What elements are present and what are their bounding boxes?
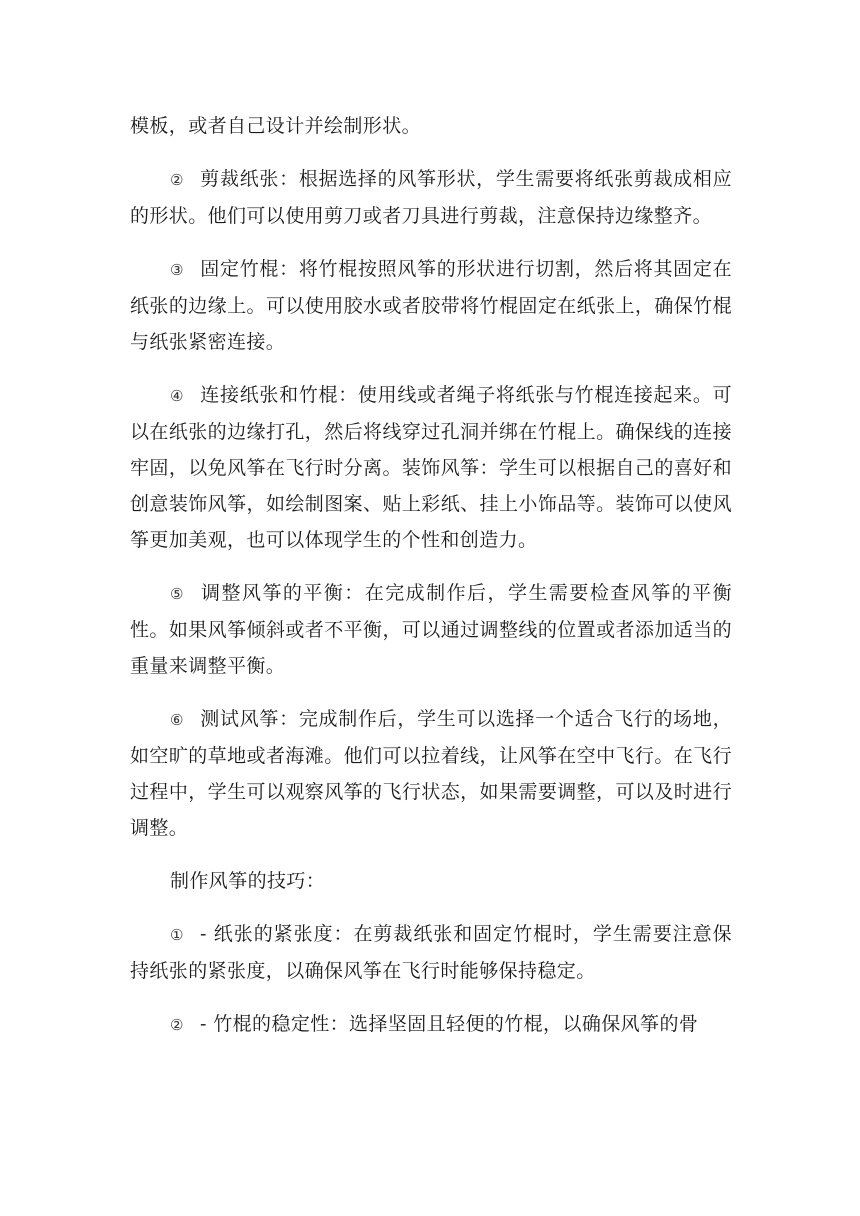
tip-number: ② [170, 1016, 184, 1034]
paragraph-text: - 竹棍的稳定性：选择坚固且轻便的竹棍，以确保风筝的骨 [200, 1013, 699, 1035]
paragraph-step-3 [130, 251, 732, 360]
paragraph-text: - 纸张的紧张度：在剪裁纸张和固定竹棍时，学生需要注意保持纸张的紧张度，以确保风筝在飞行时能够保持稳定。 [130, 923, 732, 982]
step-number: ⑤ [170, 585, 184, 603]
step-number: ② [170, 171, 184, 189]
paragraph-text: 制作风筝的技巧： [170, 870, 326, 892]
paragraph-text: 调整风筝的平衡：在完成制作后，学生需要检查风筝的平衡性。如果风筝倾斜或者不平衡，可以通过调整线的位置或者添加适当的重量来调整平衡。 [130, 582, 732, 677]
section-heading-tips [130, 863, 732, 899]
paragraph-continuation [130, 108, 732, 144]
paragraph-text: 剪裁纸张：根据选择的风筝形状，学生需要将纸张剪裁成相应的形状。他们可以使用剪刀或者刀具进行剪裁，注意保持边缘整齐。 [130, 168, 732, 227]
tip-number: ① [170, 926, 184, 944]
paragraph-step-5 [130, 575, 732, 684]
step-number: ④ [170, 387, 184, 405]
paragraph-text: 固定竹棍：将竹棍按照风筝的形状进行切割，然后将其固定在纸张的边缘上。可以使用胶水或者胶带将竹棍固定在纸张上，确保竹棍与纸张紧密连接。 [130, 258, 732, 353]
paragraph-tip-1 [130, 916, 732, 989]
paragraph-step-2 [130, 161, 732, 234]
paragraph-tip-2 [130, 1006, 732, 1043]
step-number: ③ [170, 261, 184, 279]
step-number: ⑥ [170, 711, 184, 729]
paragraph-step-6 [130, 701, 732, 846]
paragraph-text: 模板，或者自己设计并绘制形状。 [130, 115, 422, 137]
paragraph-step-4 [130, 377, 732, 558]
paragraph-text: 测试风筝：完成制作后，学生可以选择一个适合飞行的场地，如空旷的草地或者海滩。他们可以拉着线，让风筝在空中飞行。在飞行过程中，学生可以观察风筝的飞行状态，如果需要调整，可以及时进行调整。 [130, 708, 732, 839]
paragraph-text: 连接纸张和竹棍：使用线或者绳子将纸张与竹棍连接起来。可以在纸张的边缘打孔，然后将线穿过孔洞并绑在竹棍上。确保线的连接牢固，以免风筝在飞行时分离。装饰风筝：学生可以根据自己的喜好和创意装饰风筝，如绘制图案、贴上彩纸、挂上小饰品等。装饰可以使风筝更加美观，也可以体现学生的个性和创造力。 [130, 384, 732, 551]
